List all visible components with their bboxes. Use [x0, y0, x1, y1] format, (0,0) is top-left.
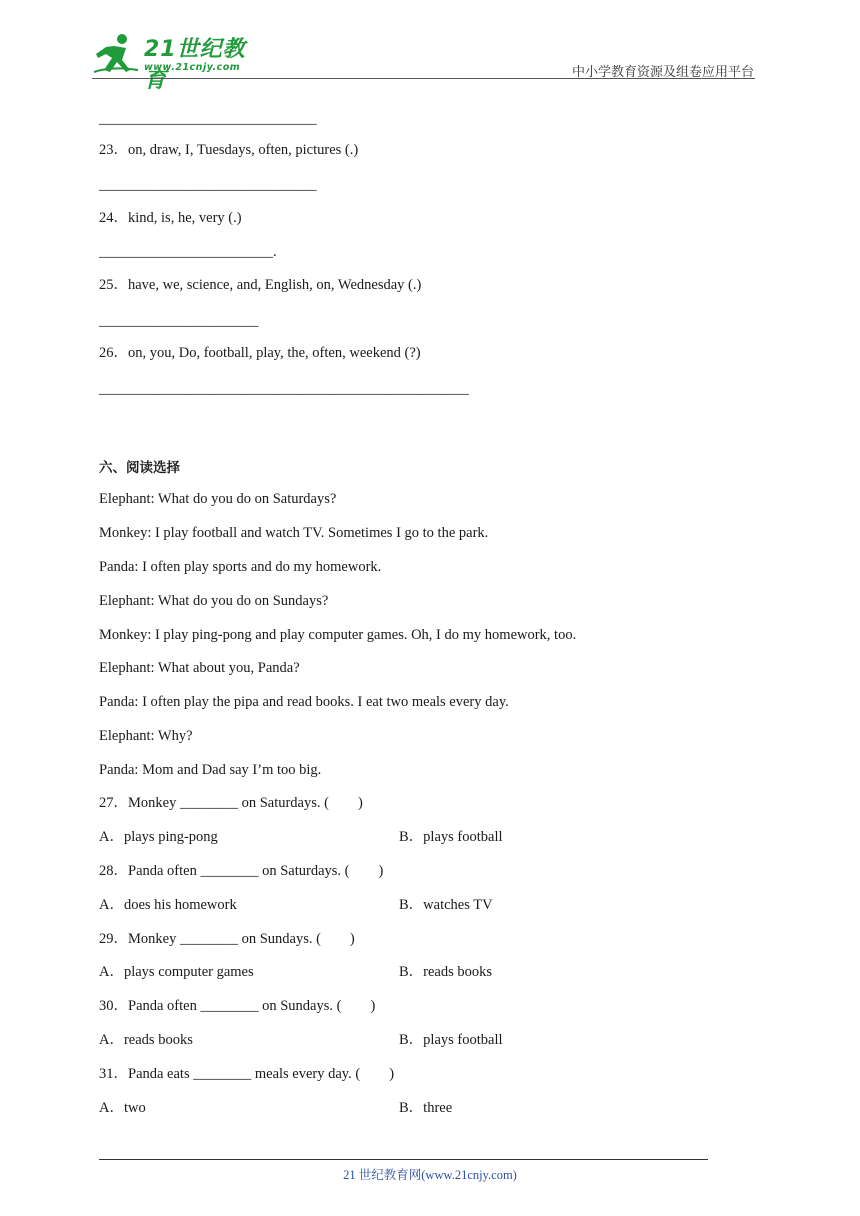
- option-b[interactable]: B．three: [399, 1100, 453, 1116]
- footer-site-link[interactable]: 21 世纪教育网(www.21cnjy.com): [343, 1168, 517, 1182]
- header-platform-text: 中小学教育资源及组卷应用平台: [571, 64, 754, 79]
- passage-line: Elephant: What do you do on Saturdays?: [99, 491, 337, 507]
- question-stem: Panda often ________ on Sundays. ( ): [128, 998, 376, 1014]
- logo-url: www.21cnjy.com: [144, 62, 241, 73]
- section-title: 六、阅读选择: [99, 460, 180, 476]
- answer-blank: ______________________________: [99, 177, 317, 193]
- question-28: [99, 862, 383, 880]
- question-24: [99, 209, 242, 227]
- question-text: have, we, science, and, English, on, Wednesday (.): [128, 277, 422, 293]
- passage-line: Elephant: What about you, Panda?: [99, 660, 300, 676]
- option-a[interactable]: A．plays ping-pong: [99, 829, 218, 845]
- question-stem: Monkey ________ on Saturdays. ( ): [128, 795, 363, 811]
- question-number: 28．: [99, 863, 128, 879]
- question-number: 23．: [99, 142, 128, 158]
- answer-blank: ______________________________: [99, 111, 317, 127]
- question-number: 25．: [99, 277, 128, 293]
- question-stem: Panda often ________ on Saturdays. ( ): [128, 863, 384, 879]
- question-stem: Panda eats ________ meals every day. ( ): [128, 1066, 395, 1082]
- passage-line: Monkey: I play football and watch TV. Sometimes I go to the park.: [99, 525, 489, 541]
- option-a[interactable]: A．plays computer games: [99, 964, 254, 980]
- question-number: 31．: [99, 1066, 128, 1082]
- question-text: on, you, Do, football, play, the, often, weekend (?): [128, 345, 421, 361]
- passage-line: Monkey: I play ping-pong and play computer games. Oh, I do my homework, too.: [99, 627, 577, 643]
- question-23: [99, 141, 358, 159]
- question-26: [99, 344, 421, 362]
- question-30: [99, 997, 375, 1015]
- option-a[interactable]: A．two: [99, 1100, 146, 1116]
- option-b[interactable]: B．watches TV: [399, 897, 493, 913]
- question-number: 29．: [99, 931, 128, 947]
- question-31: [99, 1065, 394, 1083]
- answer-blank: ________________________.: [99, 244, 277, 260]
- question-number: 24．: [99, 210, 128, 226]
- option-b[interactable]: B．plays football: [399, 829, 503, 845]
- passage-line: Elephant: What do you do on Sundays?: [99, 593, 329, 609]
- question-number: 30．: [99, 998, 128, 1014]
- logo-title: 21世纪教育: [144, 37, 246, 93]
- passage-line: Elephant: Why?: [99, 728, 193, 744]
- header-divider: [92, 78, 755, 79]
- passage-line: Panda: Mom and Dad say I’m too big.: [99, 762, 322, 778]
- option-a[interactable]: A．does his homework: [99, 897, 237, 913]
- runner-logo-icon: [92, 32, 142, 76]
- footer-divider: [99, 1159, 708, 1160]
- question-number: 27．: [99, 795, 128, 811]
- option-b[interactable]: B．plays football: [399, 1032, 503, 1048]
- passage-line: Panda: I often play the pipa and read books. I eat two meals every day.: [99, 694, 509, 710]
- question-text: kind, is, he, very (.): [128, 210, 242, 226]
- option-a[interactable]: A．reads books: [99, 1032, 193, 1048]
- site-logo: [92, 32, 262, 93]
- question-27: [99, 794, 363, 812]
- question-number: 26．: [99, 345, 128, 361]
- option-b[interactable]: B．reads books: [399, 964, 493, 980]
- question-29: [99, 930, 355, 948]
- question-25: [99, 276, 421, 294]
- answer-blank: ______________________: [99, 313, 259, 329]
- question-stem: Monkey ________ on Sundays. ( ): [128, 931, 355, 947]
- question-text: on, draw, I, Tuesdays, often, pictures (.): [128, 142, 359, 158]
- passage-line: Panda: I often play sports and do my homework.: [99, 559, 382, 575]
- answer-blank: ___________________________________________________: [99, 381, 469, 397]
